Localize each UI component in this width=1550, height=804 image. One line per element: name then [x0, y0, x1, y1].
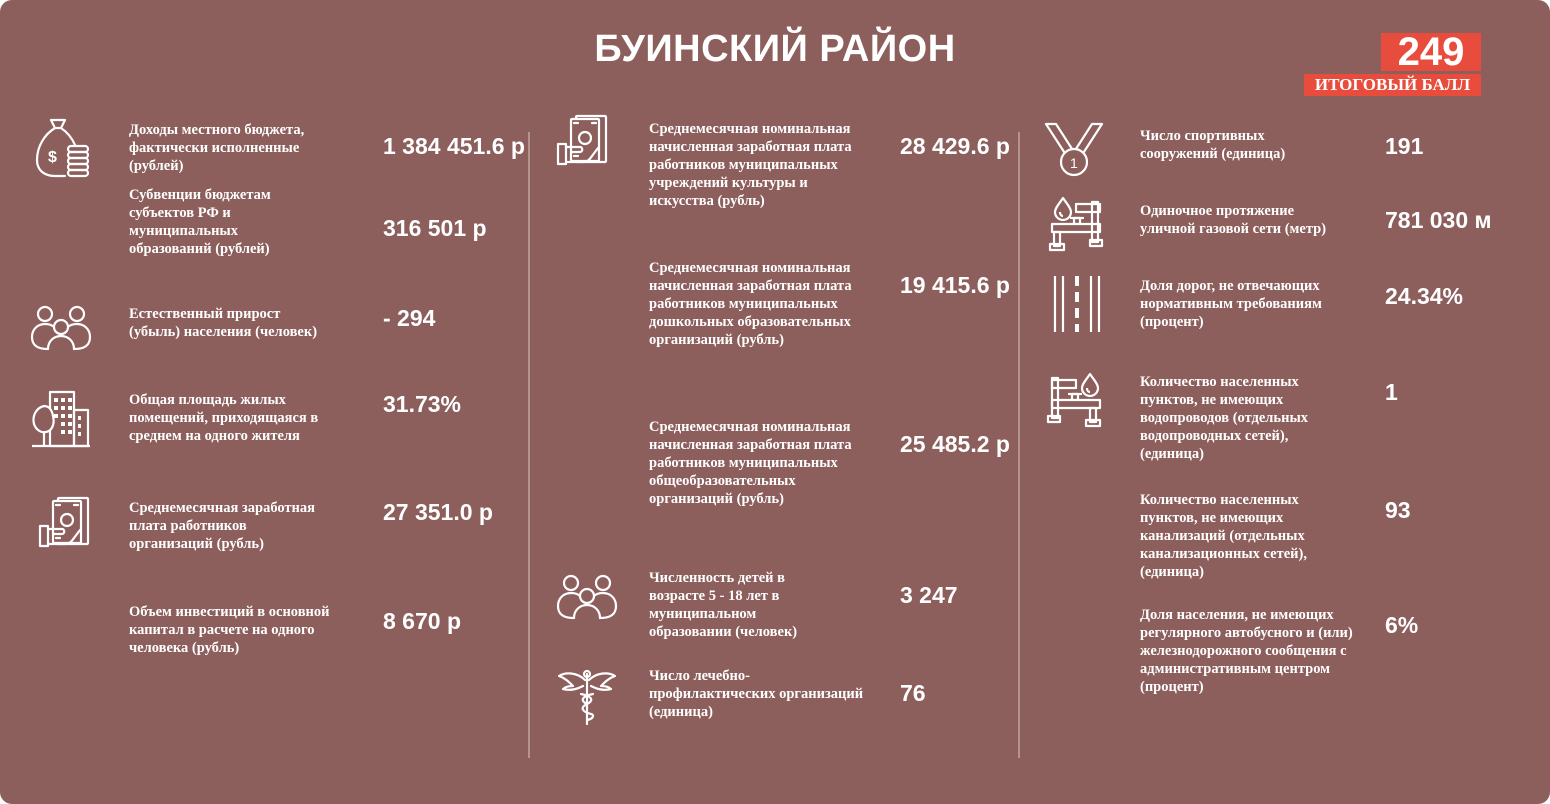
- road-icon: [1052, 274, 1102, 334]
- metric-label: Среднемесячная заработная плата работников организаций (рубль): [129, 500, 316, 552]
- metric-label: Среднемесячная номинальная начисленная заработная плата работников муниципальных дошкольных образовательных организаций (рубль): [649, 260, 852, 348]
- metric-value: 31.73%: [383, 391, 462, 417]
- column-divider: [1018, 132, 1020, 758]
- metric-value: 27 351.0 р: [383, 499, 493, 525]
- metric-label: Доля дорог, не отвечающих нормативным требованиям (процент): [1140, 278, 1322, 330]
- metric-label: Общая площадь жилых помещений, приходящаяся в среднем на одного жителя: [129, 392, 319, 444]
- metric-value: 28 429.6 р: [900, 133, 1010, 159]
- metric-label: Доходы местного бюджета, фактически исполненные (рублей): [129, 122, 305, 174]
- hand-money-icon: [38, 496, 92, 550]
- metric-label: Естественный прирост (убыль) населения (человек): [129, 306, 318, 340]
- water-pipe-icon: [1046, 372, 1104, 428]
- metric-value: 781 030 м: [1385, 207, 1492, 233]
- metric-label: Одиночное протяжение уличной газовой сети (метр): [1140, 203, 1327, 237]
- metric-label: Количество населенных пунктов, не имеющих водопроводов (отдельных водопроводных сетей), (единица): [1140, 374, 1309, 462]
- column-divider: [528, 132, 530, 758]
- svg-text:$: $: [48, 149, 57, 166]
- page-title: БУИНСКИЙ РАЙОН: [594, 28, 956, 70]
- metric-value: 24.34%: [1385, 283, 1464, 309]
- metric-value: 191: [1385, 133, 1424, 159]
- svg-text:1: 1: [1070, 155, 1078, 171]
- metric-value: 6%: [1385, 612, 1419, 638]
- metric-value: 316 501 р: [383, 215, 487, 241]
- metric-value: 8 670 р: [383, 608, 461, 634]
- money-bag-icon: [34, 118, 92, 180]
- score-label: ИТОГОВЫЙ БАЛЛ: [1304, 74, 1481, 96]
- caduceus-icon: [558, 668, 616, 726]
- metric-value: 25 485.2 р: [900, 431, 1010, 457]
- metric-label: Среднемесячная номинальная начисленная заработная плата работников муниципальных учреждений культуры и искусства (рубль): [649, 121, 852, 209]
- metric-label: Численность детей в возрасте 5 - 18 лет в муниципальном образовании (человек): [649, 570, 798, 640]
- metric-value: 76: [900, 680, 926, 706]
- hand-money-icon: [556, 114, 610, 168]
- metric-value: - 294: [383, 305, 436, 331]
- metric-value: 3 247: [900, 582, 958, 608]
- metric-label: Доля населения, не имеющих регулярного автобусного и (или) железнодорожного сообщения с административным центром (процент): [1140, 607, 1353, 695]
- metric-label: Число спортивных сооружений (единица): [1140, 128, 1286, 162]
- people-group-icon: [556, 572, 618, 620]
- metric-label: Субвенции бюджетам субъектов РФ и муниципальных образований (рублей): [129, 187, 271, 257]
- metric-value: 1 384 451.6 р: [383, 133, 525, 159]
- metric-label: Объем инвестиций в основной капитал в расчете на одного человека (рубль): [129, 604, 330, 656]
- medal-icon: [1044, 120, 1104, 180]
- score-value: 249: [1381, 33, 1481, 71]
- metric-label: Число лечебно-профилактических организаций (единица): [649, 668, 864, 720]
- metric-value: 19 415.6 р: [900, 272, 1010, 298]
- gas-pipe-icon: [1046, 196, 1104, 252]
- metric-label: Количество населенных пунктов, не имеющих канализаций (отдельных канализационных сетей), (единица): [1140, 492, 1307, 580]
- metric-value: 1: [1385, 379, 1398, 405]
- people-group-icon: [30, 303, 92, 351]
- metric-value: 93: [1385, 497, 1411, 523]
- metric-label: Среднемесячная номинальная начисленная заработная плата работников муниципальных общеобразовательных организаций (рубль): [649, 419, 852, 507]
- building-tree-icon: [30, 388, 92, 448]
